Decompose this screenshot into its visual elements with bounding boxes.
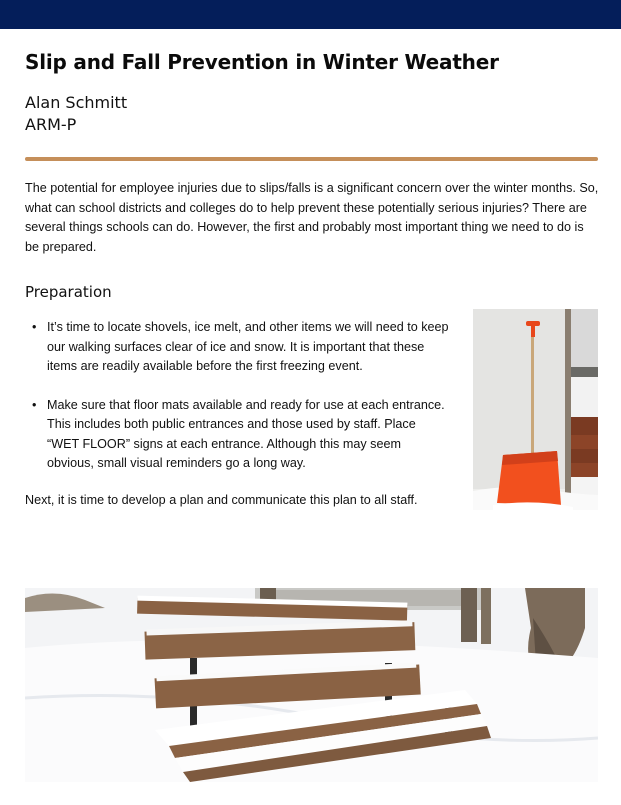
- article-title: Slip and Fall Prevention in Winter Weather: [25, 50, 499, 74]
- preparation-list: [30, 318, 450, 493]
- author-block: [25, 92, 127, 136]
- author-name: Alan Schmitt: [25, 93, 128, 112]
- author-credential: ARM-P: [25, 115, 77, 134]
- list-item: [30, 396, 450, 474]
- snowy-bench-photo: [25, 588, 598, 782]
- closing-paragraph: Next, it is time to develop a plan and communicate this plan to all staff.: [25, 493, 418, 507]
- section-heading-preparation: Preparation: [25, 283, 112, 301]
- divider-rule: [25, 157, 598, 161]
- intro-paragraph: The potential for employee injuries due to slips/falls is a significant concern over the winter months. So, what can school districts and colleges do to help prevent these potentially serious injuries? There are several things schools can do. However, the first and probably most important thing we need to do is be prepared.: [25, 181, 599, 254]
- top-banner: [0, 0, 621, 29]
- list-item-text: Make sure that floor mats available and ready for use at each entrance. This includes both public entrances and those used by staff. Place “WET FLOOR” signs at each entrance. Although this may seem obvious, small visual reminders go a long way.: [47, 397, 445, 470]
- list-item-text: It’s time to locate shovels, ice melt, and other items we will need to keep our walking surfaces clear of ice and snow. It is important that these items are readily available before the first freezing event.: [47, 320, 449, 373]
- list-item: [30, 318, 450, 377]
- bullet-icon: •: [32, 320, 37, 334]
- bullet-icon: •: [32, 397, 37, 412]
- snow-shovel-photo: [473, 309, 598, 510]
